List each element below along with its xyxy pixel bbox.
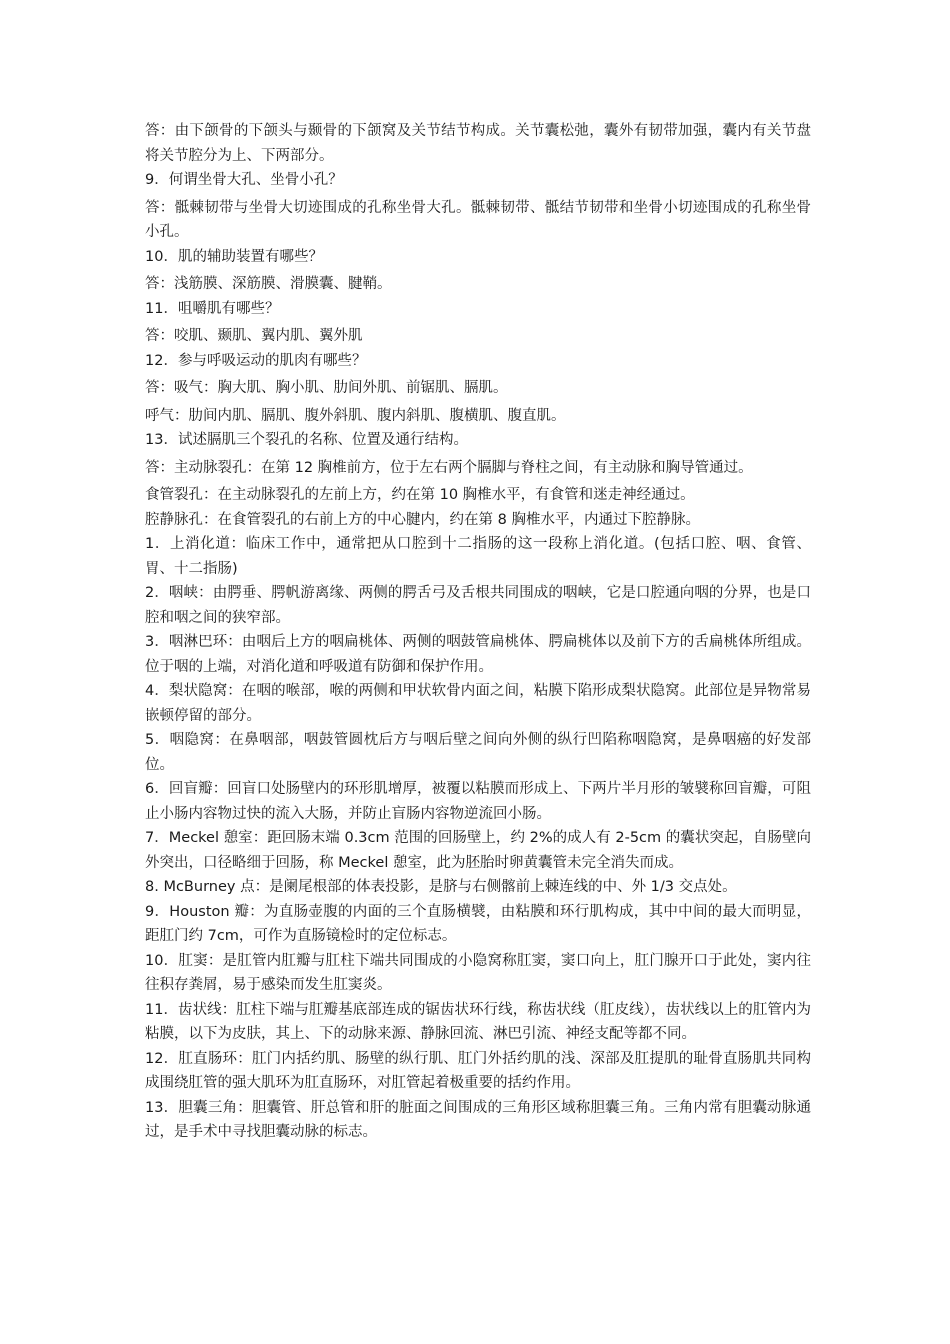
answer-paragraph: 食管裂孔：在主动脉裂孔的左前上方，约在第 10 胸椎水平，有食管和迷走神经通过。 (145, 487, 695, 503)
term-definition: 3．咽淋巴环：由咽后上方的咽扁桃体、两侧的咽鼓管扁桃体、腭扁桃体以及前下方的舌扁桃体所组成。位于咽的上端，对消化道和呼吸道有防御和保护作用。 (145, 634, 811, 675)
answer-paragraph: 答：吸气：胸大肌、胸小肌、肋间外肌、前锯肌、膈肌。 (145, 380, 508, 396)
answer-paragraph: 答：咬肌、颞肌、翼内肌、翼外肌 (145, 328, 363, 344)
question-paragraph: 11．咀嚼肌有哪些？ (145, 300, 280, 317)
answer-paragraph: 答：骶棘韧带与坐骨大切迹围成的孔称坐骨大孔。骶棘韧带、骶结节韧带和坐骨小切迹围成的孔称坐骨小孔。 (145, 199, 811, 240)
answer-paragraph: 答：由下颌骨的下颌头与颞骨的下颌窝及关节结节构成。关节囊松弛，囊外有韧带加强，囊内有关节盘将关节腔分为上、下两部分。 (145, 123, 811, 164)
term-definition: 9．Houston 瓣：为直肠壶腹的内面的三个直肠横襞，由粘膜和环行肌构成，其中中间的最大而明显，距肛门约 7cm，可作为直肠镜检时的定位标志。 (145, 903, 811, 944)
term-definition: 6．回盲瓣：回盲口处肠壁内的环形肌增厚，被覆以粘膜而形成上、下两片半月形的皱襞称回盲瓣，可阻止小肠内容物过快的流入大肠，并防止盲肠内容物逆流回小肠。 (145, 781, 811, 822)
question-paragraph: 13．试述膈肌三个裂孔的名称、位置及通行结构。 (145, 432, 468, 448)
document-body (145, 116, 811, 1145)
term-definition: 11．齿状线：肛柱下端与肛瓣基底部连成的锯齿状环行线，称齿状线（肛皮线），齿状线以上的肛管内为粘膜，以下为皮肤，其上、下的动脉来源、静脉回流、淋巴引流、神经支配等都不同。 (145, 1001, 811, 1042)
question-paragraph: 9．何谓坐骨大孔、坐骨小孔？ (145, 172, 343, 188)
term-definition: 7．Meckel 憩室：距回肠末端 0.3cm 范围的回肠壁上，约 2%的成人有 2-5cm 的囊状突起，自肠壁向外突出，口径略细于回肠，称 Meckel 憩室，此为胚胎时卵黄囊管未完全消失而成。 (145, 830, 811, 871)
answer-paragraph: 答：浅筋膜、深筋膜、滑膜囊、腱鞘。 (145, 276, 392, 292)
answer-paragraph: 腔静脉孔：在食管裂孔的右前上方的中心腱内，约在第 8 胸椎水平，内通过下腔静脉。 (145, 511, 700, 528)
term-definition: 10．肛窦：是肛管内肛瓣与肛柱下端共同围成的小隐窝称肛窦，窦口向上，肛门腺开口于此处，窦内往往积存粪屑，易于感染而发生肛窦炎。 (145, 952, 811, 993)
question-paragraph: 10．肌的辅助装置有哪些？ (145, 248, 323, 265)
answer-paragraph: 呼气：肋间内肌、膈肌、腹外斜肌、腹内斜肌、腹横肌、腹直肌。 (145, 407, 566, 424)
question-paragraph: 12．参与呼吸运动的肌肉有哪些？ (145, 352, 367, 369)
term-definition: 12．肛直肠环：肛门内括约肌、肠壁的纵行肌、肛门外括约肌的浅、深部及肛提肌的耻骨直肠肌共同构成围绕肛管的强大肌环为肛直肠环，对肛管起着极重要的括约作用。 (145, 1050, 811, 1091)
answer-paragraph: 答：主动脉裂孔：在第 12 胸椎前方，位于左右两个膈脚与脊柱之间，有主动脉和胸导管通过。 (145, 459, 753, 476)
term-definition: 2．咽峡：由腭垂、腭帆游离缘、两侧的腭舌弓及舌根共同围成的咽峡，它是口腔通向咽的分界，也是口腔和咽之间的狭窄部。 (145, 585, 811, 626)
term-definition: 4．梨状隐窝：在咽的喉部，喉的两侧和甲状软骨内面之间，粘膜下陷形成梨状隐窝。此部位是异物常易嵌顿停留的部分。 (145, 683, 811, 724)
term-definition: 1．上消化道：临床工作中，通常把从口腔到十二指肠的这一段称上消化道。(包括口腔、咽、食管、胃、十二指肠) (145, 536, 811, 577)
term-definition: 13．胆囊三角：胆囊管、肝总管和肝的脏面之间围成的三角形区域称胆囊三角。三角内常有胆囊动脉通过，是手术中寻找胆囊动脉的标志。 (145, 1099, 811, 1140)
term-definition: 5．咽隐窝：在鼻咽部，咽鼓管圆枕后方与咽后壁之间向外侧的纵行凹陷称咽隐窝，是鼻咽癌的好发部位。 (145, 732, 811, 773)
term-definition: 8. McBurney 点：是阑尾根部的体表投影，是脐与右侧髂前上棘连线的中、外 1/3 交点处。 (145, 879, 737, 895)
